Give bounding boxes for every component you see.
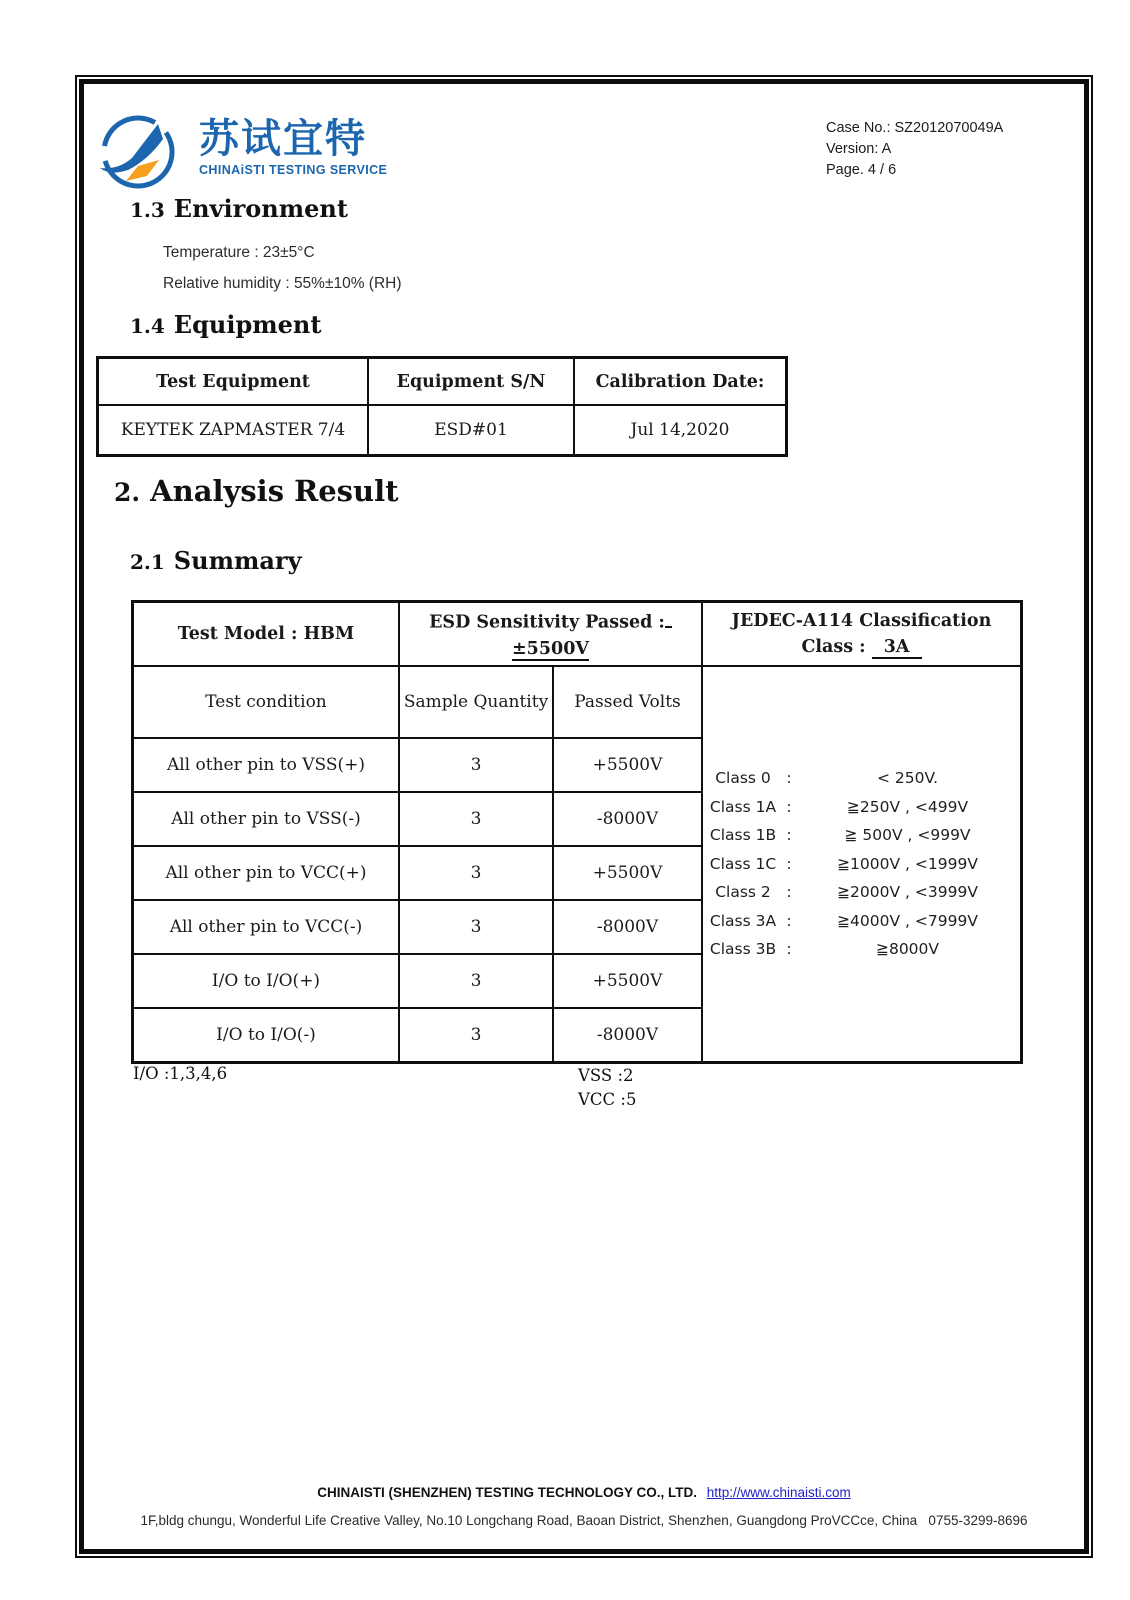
case-number: Case No.: SZ2012070049A bbox=[826, 120, 1004, 136]
cell-test-model: Test Model : HBM bbox=[133, 602, 400, 667]
jedec-class-item: Class 3B : ≧8000V bbox=[709, 940, 940, 959]
humidity-line: Relative humidity : 55%±10% (RH) bbox=[163, 275, 402, 292]
logo-chinese-name: 苏试宜特 bbox=[199, 117, 367, 161]
cell-sample-quantity: 3 bbox=[399, 954, 553, 1008]
cell-test-condition: I/O to I/O(-) bbox=[133, 1008, 400, 1063]
section-number: 1.3 bbox=[130, 198, 165, 222]
col-header-passed-volts: Passed Volts bbox=[553, 666, 702, 738]
esd-sensitivity-label: ESD Sensitivity Passed : bbox=[429, 612, 665, 633]
cell-sample-quantity: 3 bbox=[399, 900, 553, 954]
cell-sample-quantity: 3 bbox=[399, 738, 553, 792]
page-frame-inner bbox=[79, 79, 1089, 1554]
jedec-title: JEDEC-A114 Classification bbox=[731, 611, 992, 631]
environment-details bbox=[163, 237, 402, 299]
jedec-class-item: Class 2 : ≧2000V , <3999V bbox=[715, 883, 978, 902]
underline-tail bbox=[665, 606, 672, 627]
logo-english-name: CHINAiSTI TESTING SERVICE bbox=[199, 163, 388, 177]
section-heading-summary bbox=[130, 546, 302, 575]
vcc-pin-note: VCC :5 bbox=[578, 1090, 637, 1109]
vss-pin-note: VSS :2 bbox=[578, 1066, 634, 1085]
cell-jedec-classification bbox=[702, 602, 1022, 667]
page-number: Page. 4 / 6 bbox=[826, 162, 897, 178]
footer-company-name: CHINAISTI (SHENZHEN) TESTING TECHNOLOGY CO., LTD. bbox=[317, 1485, 697, 1500]
section-title: Equipment bbox=[173, 310, 322, 339]
cell-test-equipment: KEYTEK ZAPMASTER 7/4 bbox=[98, 405, 369, 456]
section-number: 2. bbox=[114, 478, 141, 507]
cell-equipment-sn: ESD#01 bbox=[368, 405, 574, 456]
cell-sample-quantity: 3 bbox=[399, 792, 553, 846]
jedec-class-item: Class 1C : ≧1000V , <1999V bbox=[709, 854, 978, 873]
cell-passed-volts: +5500V bbox=[553, 846, 702, 900]
footer-company-line bbox=[84, 1485, 1084, 1500]
summary-header-row bbox=[133, 602, 1022, 667]
section-heading-equipment bbox=[130, 310, 321, 339]
jedec-class-value: 3A bbox=[872, 637, 922, 659]
jedec-class-item: Class 1B : ≧ 500V , <999V bbox=[709, 826, 971, 845]
jedec-class-item: Class 3A : ≧4000V , <7999V bbox=[709, 911, 978, 930]
logo-mark-icon bbox=[98, 110, 190, 192]
summary-subheader-row bbox=[133, 666, 1022, 738]
cell-calibration-date: Jul 14,2020 bbox=[574, 405, 787, 456]
jedec-class-list bbox=[702, 666, 1022, 1063]
company-logo bbox=[98, 110, 387, 192]
temperature-line: Temperature : 23±5°C bbox=[163, 244, 315, 261]
section-title: Analysis Result bbox=[150, 474, 399, 508]
page-frame bbox=[75, 75, 1093, 1558]
cell-test-condition: All other pin to VCC(-) bbox=[133, 900, 400, 954]
section-heading-analysis-result bbox=[114, 474, 399, 508]
summary-table bbox=[131, 600, 1023, 1064]
section-title: Environment bbox=[173, 194, 348, 223]
col-header-calibration-date: Calibration Date: bbox=[574, 358, 787, 406]
cell-test-condition: I/O to I/O(+) bbox=[133, 954, 400, 1008]
cell-passed-volts: -8000V bbox=[553, 900, 702, 954]
cell-esd-sensitivity bbox=[399, 602, 702, 667]
col-header-test-equipment: Test Equipment bbox=[98, 358, 369, 406]
footer-website-link[interactable]: http://www.chinaisti.com bbox=[706, 1485, 851, 1500]
cell-test-condition: All other pin to VSS(+) bbox=[133, 738, 400, 792]
logo-text bbox=[199, 110, 387, 177]
section-heading-environment bbox=[130, 194, 348, 223]
version: Version: A bbox=[826, 141, 892, 157]
equipment-table bbox=[96, 356, 788, 457]
equipment-data-row bbox=[98, 405, 787, 456]
io-pins-note: I/O :1,3,4,6 bbox=[133, 1064, 228, 1083]
equipment-header-row bbox=[98, 358, 787, 406]
cell-test-condition: All other pin to VSS(-) bbox=[133, 792, 400, 846]
section-number: 1.4 bbox=[130, 314, 165, 338]
cell-passed-volts: +5500V bbox=[553, 954, 702, 1008]
case-info bbox=[826, 118, 1003, 181]
esd-sensitivity-value: ±5500V bbox=[512, 638, 589, 659]
col-header-test-condition: Test condition bbox=[133, 666, 400, 738]
cell-passed-volts: -8000V bbox=[553, 1008, 702, 1063]
jedec-class-item: Class 1A : ≧250V , <499V bbox=[709, 797, 969, 816]
cell-sample-quantity: 3 bbox=[399, 846, 553, 900]
section-title: Summary bbox=[173, 546, 302, 575]
jedec-class-item: Class 0 : < 250V. bbox=[715, 769, 939, 788]
col-header-sample-quantity: Sample Quantity bbox=[399, 666, 553, 738]
cell-passed-volts: +5500V bbox=[553, 738, 702, 792]
cell-sample-quantity: 3 bbox=[399, 1008, 553, 1063]
col-header-equipment-sn: Equipment S/N bbox=[368, 358, 574, 406]
jedec-class-label: Class : bbox=[801, 637, 866, 657]
section-number: 2.1 bbox=[130, 550, 165, 574]
cell-test-condition: All other pin to VCC(+) bbox=[133, 846, 400, 900]
power-pins-note bbox=[578, 1064, 636, 1112]
cell-passed-volts: -8000V bbox=[553, 792, 702, 846]
footer-address-line: 1F,bldg chungu, Wonderful Life Creative Valley, No.10 Longchang Road, Baoan District, Shenzhen, Guangdong ProVCCce, China 0755-3299-8696 bbox=[140, 1513, 1028, 1528]
